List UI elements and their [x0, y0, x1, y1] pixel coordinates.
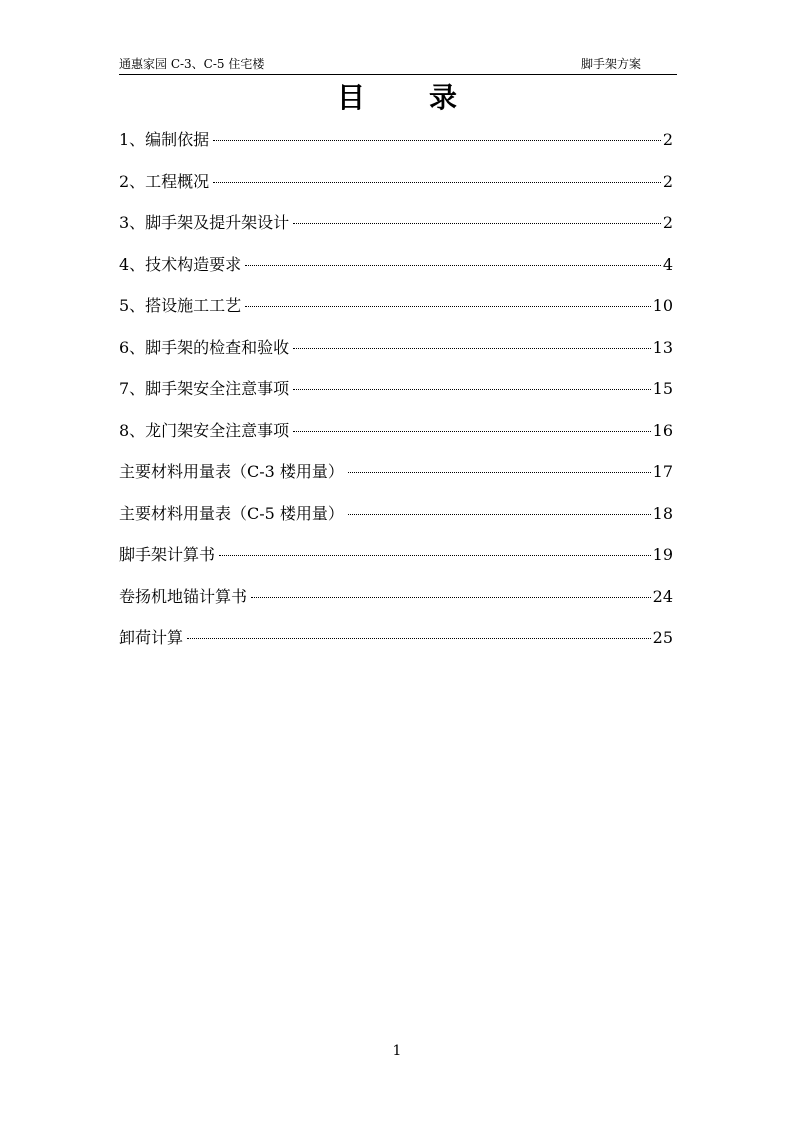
dot-leader — [251, 597, 651, 598]
dot-leader — [293, 223, 661, 224]
dot-leader — [245, 306, 650, 307]
dot-leader — [348, 514, 651, 515]
toc-entry-3[interactable] — [119, 208, 673, 250]
toc-entry-label: 1、编制依据 — [119, 130, 210, 149]
toc-entry-13[interactable] — [119, 623, 673, 665]
toc-entry-label: 3、脚手架及提升架设计 — [119, 213, 290, 232]
toc-entry-7[interactable] — [119, 374, 673, 416]
page-number: 1 — [392, 1043, 402, 1059]
toc-entry-label: 6、脚手架的检查和验收 — [119, 337, 290, 357]
dot-leader — [348, 472, 651, 473]
toc-entry-8[interactable] — [119, 416, 673, 458]
toc-entry-12[interactable] — [119, 582, 673, 624]
toc-entry-label: 4、技术构造要求 — [119, 254, 242, 274]
dot-leader — [293, 389, 650, 390]
toc-entry-4[interactable] — [119, 250, 673, 292]
dot-leader — [219, 555, 651, 556]
toc-entry-5[interactable] — [119, 291, 673, 333]
toc-entry-page: 15 — [652, 379, 673, 398]
toc-entry-page: 10 — [652, 296, 673, 315]
dot-leader — [245, 265, 661, 266]
toc-entry-page: 13 — [652, 337, 673, 357]
dot-leader — [187, 638, 651, 639]
toc-entry-page: 19 — [652, 545, 673, 564]
table-of-contents — [119, 125, 673, 665]
toc-entry-label: 7、脚手架安全注意事项 — [119, 379, 290, 398]
toc-entry-page: 2 — [662, 171, 673, 191]
header-document-name: 脚手架方案 — [580, 57, 641, 71]
toc-entry-label: 卸荷计算 — [119, 628, 184, 647]
toc-entry-11[interactable] — [119, 540, 673, 582]
toc-entry-label: 5、搭设施工工艺 — [119, 296, 242, 315]
header-project-name: 通惠家园 C-3、C-5 住宅楼 — [119, 57, 265, 71]
toc-entry-9[interactable] — [119, 457, 673, 499]
dot-leader — [293, 348, 650, 349]
dot-leader — [213, 140, 661, 141]
toc-entry-label: 主要材料用量表（C-3 楼用量） — [119, 462, 344, 481]
toc-entry-10[interactable] — [119, 499, 673, 541]
toc-entry-page: 17 — [652, 462, 673, 481]
toc-entry-2[interactable] — [119, 167, 673, 209]
toc-entry-label: 主要材料用量表（C-5 楼用量） — [119, 503, 344, 523]
toc-title: 目录 — [336, 81, 521, 114]
dot-leader — [213, 182, 661, 183]
toc-entry-label: 8、龙门架安全注意事项 — [119, 420, 290, 440]
toc-entry-page: 16 — [652, 420, 673, 440]
toc-entry-label: 2、工程概况 — [119, 171, 210, 191]
toc-entry-page: 18 — [652, 503, 673, 523]
toc-entry-label: 卷扬机地锚计算书 — [119, 586, 248, 606]
running-header — [119, 56, 677, 75]
toc-entry-1[interactable] — [119, 125, 673, 167]
toc-entry-label: 脚手架计算书 — [119, 545, 216, 564]
toc-entry-6[interactable] — [119, 333, 673, 375]
toc-entry-page: 2 — [662, 213, 673, 232]
toc-entry-page: 4 — [662, 254, 673, 274]
toc-entry-page: 2 — [662, 130, 673, 149]
dot-leader — [293, 431, 650, 432]
toc-entry-page: 24 — [652, 586, 673, 606]
toc-entry-page: 25 — [652, 628, 673, 647]
